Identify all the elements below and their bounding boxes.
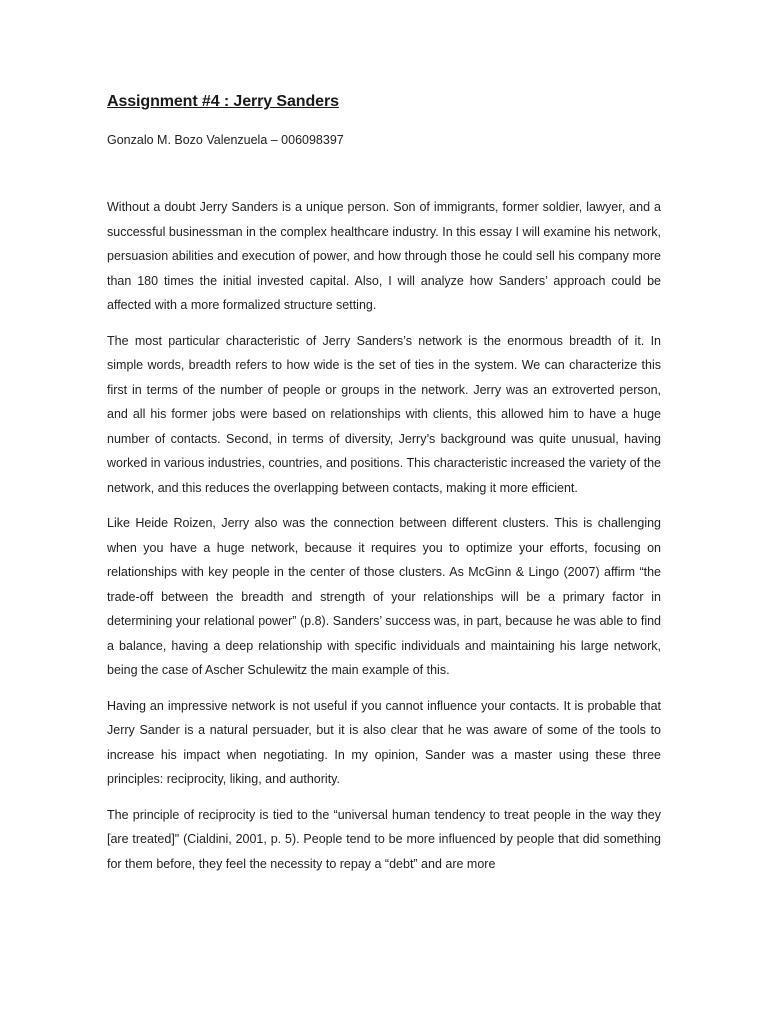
- paragraph-network-breadth: The most particular characteristic of Jerry Sanders’s network is the enormous breadth of it. In simple words, breadth refers to how wide is the set of ties in the system. We can characterize this first in terms of the number of people or groups in the network. Jerry was an extroverted person, and all his former jobs were based on relationships with clients, this allowed him to have a huge number of contacts. Second, in terms of diversity, Jerry’s background was quite unusual, having worked in various industries, countries, and positions. This characteristic increased the variety of the network, and this reduces the overlapping between contacts, making it more efficient.: [107, 333, 661, 495]
- paragraph-clusters: Like Heide Roizen, Jerry also was the connection between different clusters. This is challenging when you have a huge network, because it requires you to optimize your efforts, focusing on relationships with key people in the center of those clusters. As McGinn & Lingo (2007) affirm “the trade-off between the breadth and strength of your relationships will be a primary factor in determining your relational power” (p.8). Sanders’ success was, in part, because he was able to find a balance, having a deep relationship with specific individuals and maintaining his large network, being the case of Ascher Schulewitz the main example of this.: [107, 516, 661, 677]
- paragraph-intro: Without a doubt Jerry Sanders is a unique person. Son of immigrants, former soldier, lawyer, and a successful businessman in the complex healthcare industry. In this essay I will examine his network, persuasion abilities and execution of power, and how through those he could sell his company more than 180 times the initial invested capital. Also, I will analyze how Sanders’ approach could be affected with a more formalized structure setting.: [107, 200, 661, 312]
- document-content: [107, 92, 661, 887]
- document-body: [107, 195, 661, 876]
- author-line: Gonzalo M. Bozo Valenzuela – 006098397: [107, 133, 344, 147]
- paragraph-reciprocity: The principle of reciprocity is tied to the “universal human tendency to treat people in the way they [are treated]" (Cialdini, 2001, p. 5). People tend to be more influenced by people that did something for them before, they feel the necessity to repay a “debt” and are more: [107, 807, 661, 871]
- document-title: Assignment #4 : Jerry Sanders: [107, 93, 339, 110]
- paragraph-influence: Having an impressive network is not useful if you cannot influence your contacts. It is probable that Jerry Sander is a natural persuader, but it is also clear that he was aware of some of the tools to increase his impact when negotiating. In my opinion, Sander was a master using these three principles: reciprocity, liking, and authority.: [107, 698, 661, 786]
